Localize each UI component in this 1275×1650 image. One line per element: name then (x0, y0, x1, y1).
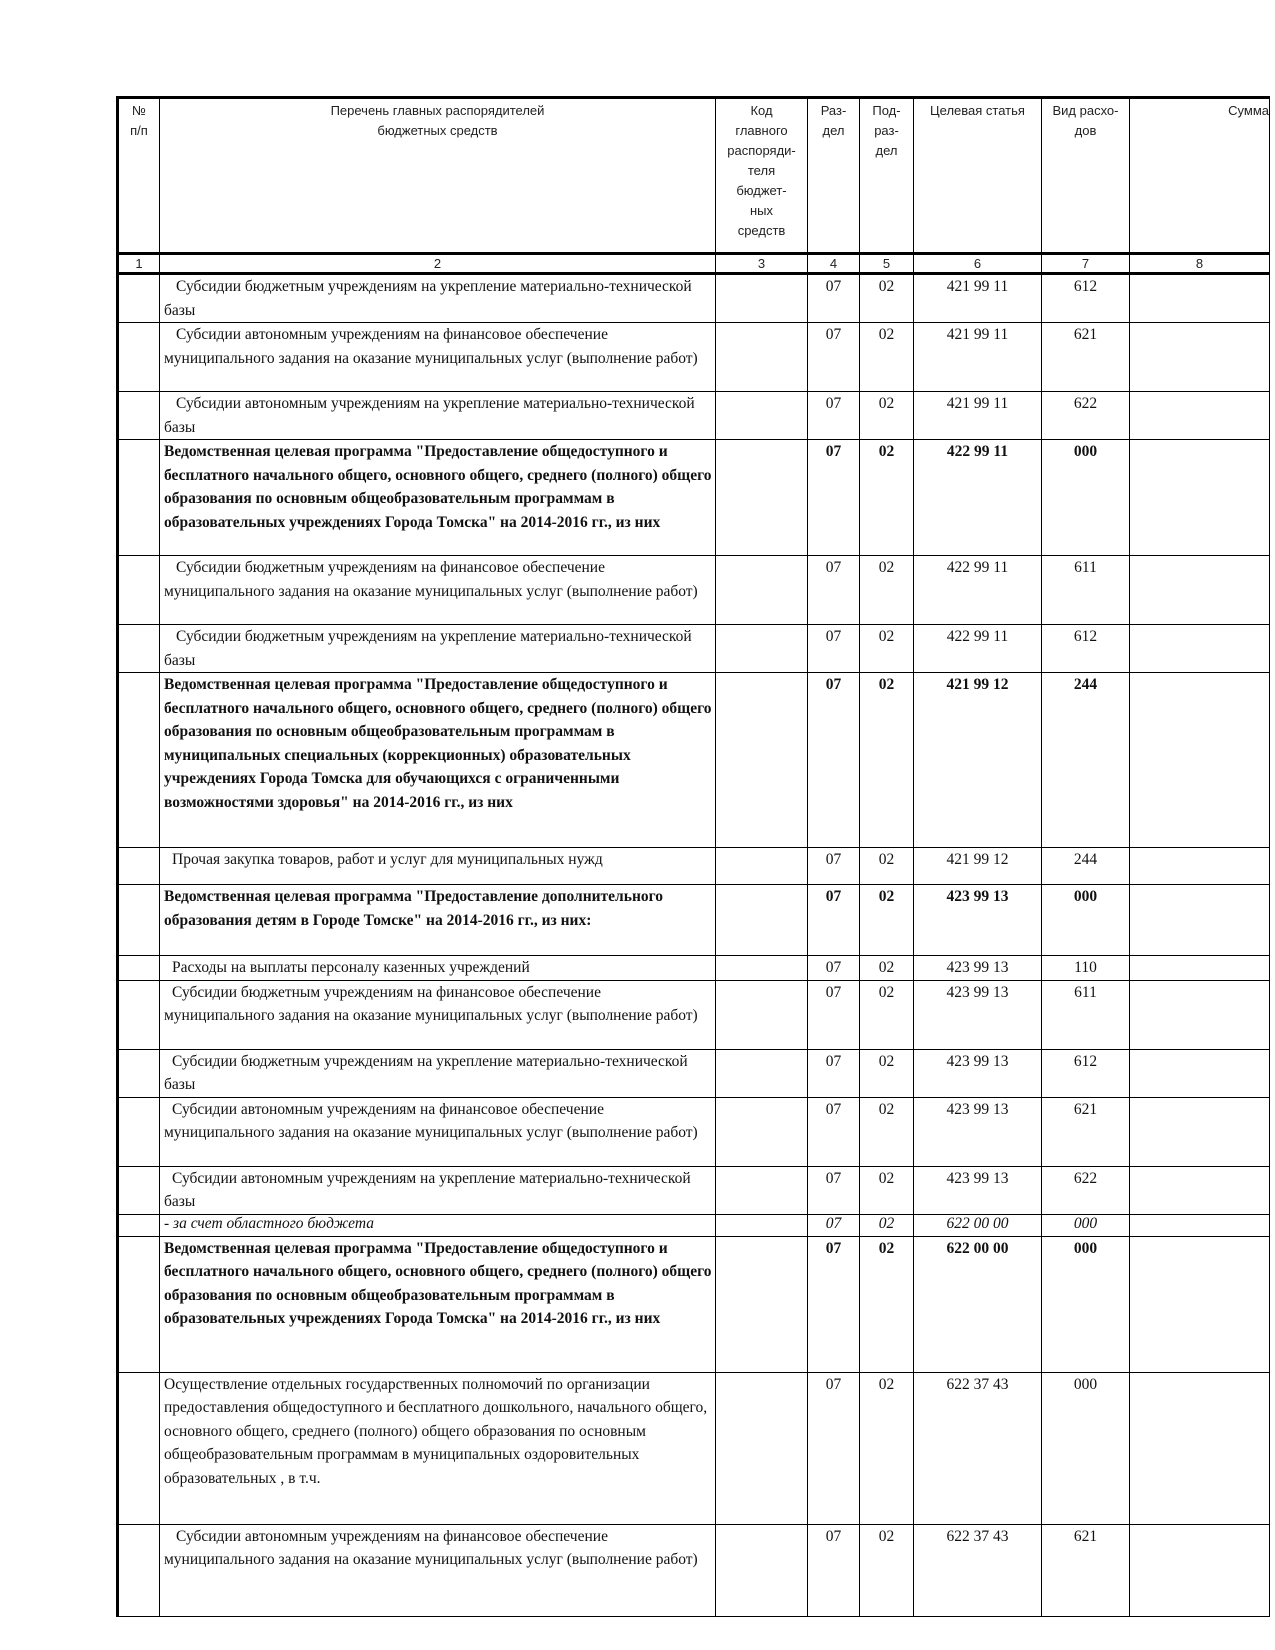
cell-num (118, 848, 160, 885)
colnum-7: 7 (1042, 254, 1130, 274)
cell-razdel: 07 (808, 1214, 860, 1236)
cell-num (118, 274, 160, 323)
cell-num (118, 1097, 160, 1166)
cell-vid: 244 (1042, 673, 1130, 848)
colnum-4: 4 (808, 254, 860, 274)
header-vid: Вид расхо- дов (1042, 98, 1130, 254)
cell-razdel: 07 (808, 848, 860, 885)
cell-name: Субсидии бюджетным учреждениям на укрепление материально-технической базы (160, 274, 716, 323)
cell-code (716, 323, 808, 392)
header-code: Код главного распоряди- теля бюджет- ных средств (716, 98, 808, 254)
header-name: Перечень главных распорядителей бюджетных средств (160, 98, 716, 254)
table-row (118, 848, 1270, 885)
table-row (118, 1524, 1270, 1616)
cell-sum (1130, 440, 1270, 556)
cell-name: Субсидии бюджетным учреждениям на укрепление материально-технической базы (160, 625, 716, 673)
cell-razdel: 07 (808, 556, 860, 625)
cell-sum (1130, 392, 1270, 440)
cell-name: Расходы на выплаты персоналу казенных учреждений (160, 956, 716, 981)
cell-razdel: 07 (808, 1236, 860, 1372)
cell-code (716, 848, 808, 885)
cell-sum (1130, 1049, 1270, 1097)
cell-num (118, 1214, 160, 1236)
cell-name: Субсидии бюджетным учреждениям на финансовое обеспечение муниципального задания на оказание муниципальных услуг (выполнение работ) (160, 556, 716, 625)
cell-sum (1130, 673, 1270, 848)
cell-razdel: 07 (808, 274, 860, 323)
cell-vid: 612 (1042, 1049, 1130, 1097)
table-row (118, 673, 1270, 848)
cell-vid: 611 (1042, 556, 1130, 625)
cell-razdel: 07 (808, 625, 860, 673)
cell-podrazdel: 02 (860, 956, 914, 981)
cell-podrazdel: 02 (860, 1049, 914, 1097)
cell-num (118, 1166, 160, 1214)
cell-sum (1130, 1524, 1270, 1616)
cell-vid: 000 (1042, 1372, 1130, 1524)
cell-name: Ведомственная целевая программа "Предоставление общедоступного и бесплатного начального общего, основного общего, среднего (полного) общего образования по основным общеобразовательным программам в образовательных учреждениях Города Томска" на 2014-2016 гг., из них (160, 1236, 716, 1372)
table-row (118, 956, 1270, 981)
header-num: № п/п (118, 98, 160, 254)
cell-target: 422 99 11 (914, 556, 1042, 625)
cell-target: 423 99 13 (914, 1097, 1042, 1166)
cell-sum (1130, 1236, 1270, 1372)
cell-sum (1130, 323, 1270, 392)
cell-podrazdel: 02 (860, 1097, 914, 1166)
cell-vid: 611 (1042, 980, 1130, 1049)
cell-num (118, 625, 160, 673)
cell-name: Субсидии автономным учреждениям на финансовое обеспечение муниципального задания на оказание муниципальных услуг (выполнение работ) (160, 323, 716, 392)
cell-razdel: 07 (808, 392, 860, 440)
cell-podrazdel: 02 (860, 274, 914, 323)
cell-sum (1130, 1372, 1270, 1524)
cell-sum (1130, 556, 1270, 625)
colnum-8: 8 (1130, 254, 1270, 274)
cell-name: Субсидии автономным учреждениям на финансовое обеспечение муниципального задания на оказание муниципальных услуг (выполнение работ) (160, 1524, 716, 1616)
cell-vid: 000 (1042, 1214, 1130, 1236)
cell-razdel: 07 (808, 673, 860, 848)
cell-target: 421 99 12 (914, 673, 1042, 848)
cell-podrazdel: 02 (860, 1214, 914, 1236)
cell-code (716, 1236, 808, 1372)
cell-podrazdel: 02 (860, 1524, 914, 1616)
cell-vid: 622 (1042, 1166, 1130, 1214)
cell-num (118, 440, 160, 556)
cell-name: Субсидии автономным учреждениям на укрепление материально-технической базы (160, 1166, 716, 1214)
cell-podrazdel: 02 (860, 392, 914, 440)
cell-sum (1130, 274, 1270, 323)
cell-num (118, 323, 160, 392)
cell-sum (1130, 956, 1270, 981)
cell-razdel: 07 (808, 1049, 860, 1097)
cell-num (118, 673, 160, 848)
cell-vid: 621 (1042, 1097, 1130, 1166)
cell-code (716, 440, 808, 556)
cell-name: Ведомственная целевая программа "Предоставление общедоступного и бесплатного начального общего, основного общего, среднего (полного) общего образования по основным общеобразовательным программам в муниципальных специальных (коррекционных) образовательных учреждениях Города Томска для обучающихся с ограниченными возможностями здоровья" на 2014-2016 гг., из них (160, 673, 716, 848)
cell-code (716, 885, 808, 956)
cell-podrazdel: 02 (860, 1236, 914, 1372)
cell-code (716, 392, 808, 440)
cell-vid: 612 (1042, 274, 1130, 323)
cell-code (716, 625, 808, 673)
cell-razdel: 07 (808, 323, 860, 392)
cell-podrazdel: 02 (860, 556, 914, 625)
cell-podrazdel: 02 (860, 440, 914, 556)
table-row (118, 1049, 1270, 1097)
cell-target: 622 37 43 (914, 1372, 1042, 1524)
cell-sum (1130, 625, 1270, 673)
budget-table (116, 96, 1270, 1617)
colnum-6: 6 (914, 254, 1042, 274)
colnum-1: 1 (118, 254, 160, 274)
table-row (118, 885, 1270, 956)
cell-target: 421 99 11 (914, 392, 1042, 440)
cell-podrazdel: 02 (860, 625, 914, 673)
cell-target: 422 99 11 (914, 625, 1042, 673)
table-row (118, 625, 1270, 673)
cell-name: - за счет областного бюджета (160, 1214, 716, 1236)
cell-target: 422 99 11 (914, 440, 1042, 556)
cell-code (716, 673, 808, 848)
table-row (118, 440, 1270, 556)
cell-code (716, 956, 808, 981)
cell-razdel: 07 (808, 440, 860, 556)
cell-num (118, 1524, 160, 1616)
cell-podrazdel: 02 (860, 980, 914, 1049)
table-row (118, 323, 1270, 392)
cell-code (716, 274, 808, 323)
cell-code (716, 1372, 808, 1524)
cell-target: 622 00 00 (914, 1214, 1042, 1236)
cell-razdel: 07 (808, 1524, 860, 1616)
header-target: Целевая статья (914, 98, 1042, 254)
colnum-2: 2 (160, 254, 716, 274)
table-row (118, 1166, 1270, 1214)
cell-vid: 000 (1042, 1236, 1130, 1372)
cell-num (118, 956, 160, 981)
cell-target: 622 37 43 (914, 1524, 1042, 1616)
cell-sum (1130, 848, 1270, 885)
cell-vid: 621 (1042, 323, 1130, 392)
cell-num (118, 1372, 160, 1524)
cell-name: Ведомственная целевая программа "Предоставление общедоступного и бесплатного начального общего, основного общего, среднего (полного) общего образования по основным общеобразовательным программам в образовательных учреждениях Города Томска" на 2014-2016 гг., из них (160, 440, 716, 556)
header-podrazdel: Под- раз- дел (860, 98, 914, 254)
colnum-5: 5 (860, 254, 914, 274)
header-razdel: Раз- дел (808, 98, 860, 254)
cell-code (716, 1166, 808, 1214)
cell-target: 421 99 11 (914, 323, 1042, 392)
cell-code (716, 1214, 808, 1236)
cell-podrazdel: 02 (860, 1166, 914, 1214)
cell-num (118, 885, 160, 956)
cell-sum (1130, 885, 1270, 956)
cell-vid: 244 (1042, 848, 1130, 885)
cell-code (716, 1049, 808, 1097)
cell-target: 421 99 12 (914, 848, 1042, 885)
table-row (118, 1214, 1270, 1236)
cell-podrazdel: 02 (860, 323, 914, 392)
table-row (118, 1236, 1270, 1372)
cell-num (118, 1236, 160, 1372)
cell-name: Осуществление отдельных государственных полномочий по организации предоставления общедоступного и бесплатного дошкольного, начального общего, основного общего, среднего (полного) общего образования по основным общеобразовательным программам в муниципальных оздоровительных образовательных , в т.ч. (160, 1372, 716, 1524)
cell-podrazdel: 02 (860, 848, 914, 885)
header-row (118, 98, 1270, 254)
table-row (118, 274, 1270, 323)
cell-sum (1130, 1214, 1270, 1236)
cell-code (716, 1097, 808, 1166)
cell-code (716, 556, 808, 625)
cell-podrazdel: 02 (860, 673, 914, 848)
cell-target: 421 99 11 (914, 274, 1042, 323)
cell-vid: 622 (1042, 392, 1130, 440)
cell-num (118, 1049, 160, 1097)
cell-sum (1130, 980, 1270, 1049)
cell-razdel: 07 (808, 1372, 860, 1524)
cell-vid: 621 (1042, 1524, 1130, 1616)
cell-razdel: 07 (808, 885, 860, 956)
cell-target: 423 99 13 (914, 885, 1042, 956)
cell-name: Субсидии бюджетным учреждениям на финансовое обеспечение муниципального задания на оказание муниципальных услуг (выполнение работ) (160, 980, 716, 1049)
cell-vid: 612 (1042, 625, 1130, 673)
table-row (118, 1097, 1270, 1166)
cell-target: 622 00 00 (914, 1236, 1042, 1372)
column-number-row (118, 254, 1270, 274)
cell-vid: 000 (1042, 885, 1130, 956)
cell-razdel: 07 (808, 1166, 860, 1214)
cell-num (118, 556, 160, 625)
cell-num (118, 980, 160, 1049)
cell-vid: 110 (1042, 956, 1130, 981)
cell-num (118, 392, 160, 440)
cell-target: 423 99 13 (914, 980, 1042, 1049)
cell-code (716, 980, 808, 1049)
cell-target: 423 99 13 (914, 1166, 1042, 1214)
cell-razdel: 07 (808, 980, 860, 1049)
cell-razdel: 07 (808, 1097, 860, 1166)
cell-podrazdel: 02 (860, 885, 914, 956)
table-row (118, 980, 1270, 1049)
cell-sum (1130, 1166, 1270, 1214)
cell-name: Ведомственная целевая программа "Предоставление дополнительного образования детям в Городе Томске" на 2014-2016 гг., из них: (160, 885, 716, 956)
cell-razdel: 07 (808, 956, 860, 981)
cell-sum (1130, 1097, 1270, 1166)
table-row (118, 556, 1270, 625)
header-sum: Сумма (1130, 98, 1270, 254)
cell-target: 423 99 13 (914, 1049, 1042, 1097)
cell-name: Прочая закупка товаров, работ и услуг для муниципальных нужд (160, 848, 716, 885)
cell-target: 423 99 13 (914, 956, 1042, 981)
table-row (118, 392, 1270, 440)
cell-name: Субсидии автономным учреждениям на укрепление материально-технической базы (160, 392, 716, 440)
cell-name: Субсидии бюджетным учреждениям на укрепление материально-технической базы (160, 1049, 716, 1097)
colnum-3: 3 (716, 254, 808, 274)
cell-code (716, 1524, 808, 1616)
cell-podrazdel: 02 (860, 1372, 914, 1524)
table-row (118, 1372, 1270, 1524)
cell-vid: 000 (1042, 440, 1130, 556)
cell-name: Субсидии автономным учреждениям на финансовое обеспечение муниципального задания на оказание муниципальных услуг (выполнение работ) (160, 1097, 716, 1166)
